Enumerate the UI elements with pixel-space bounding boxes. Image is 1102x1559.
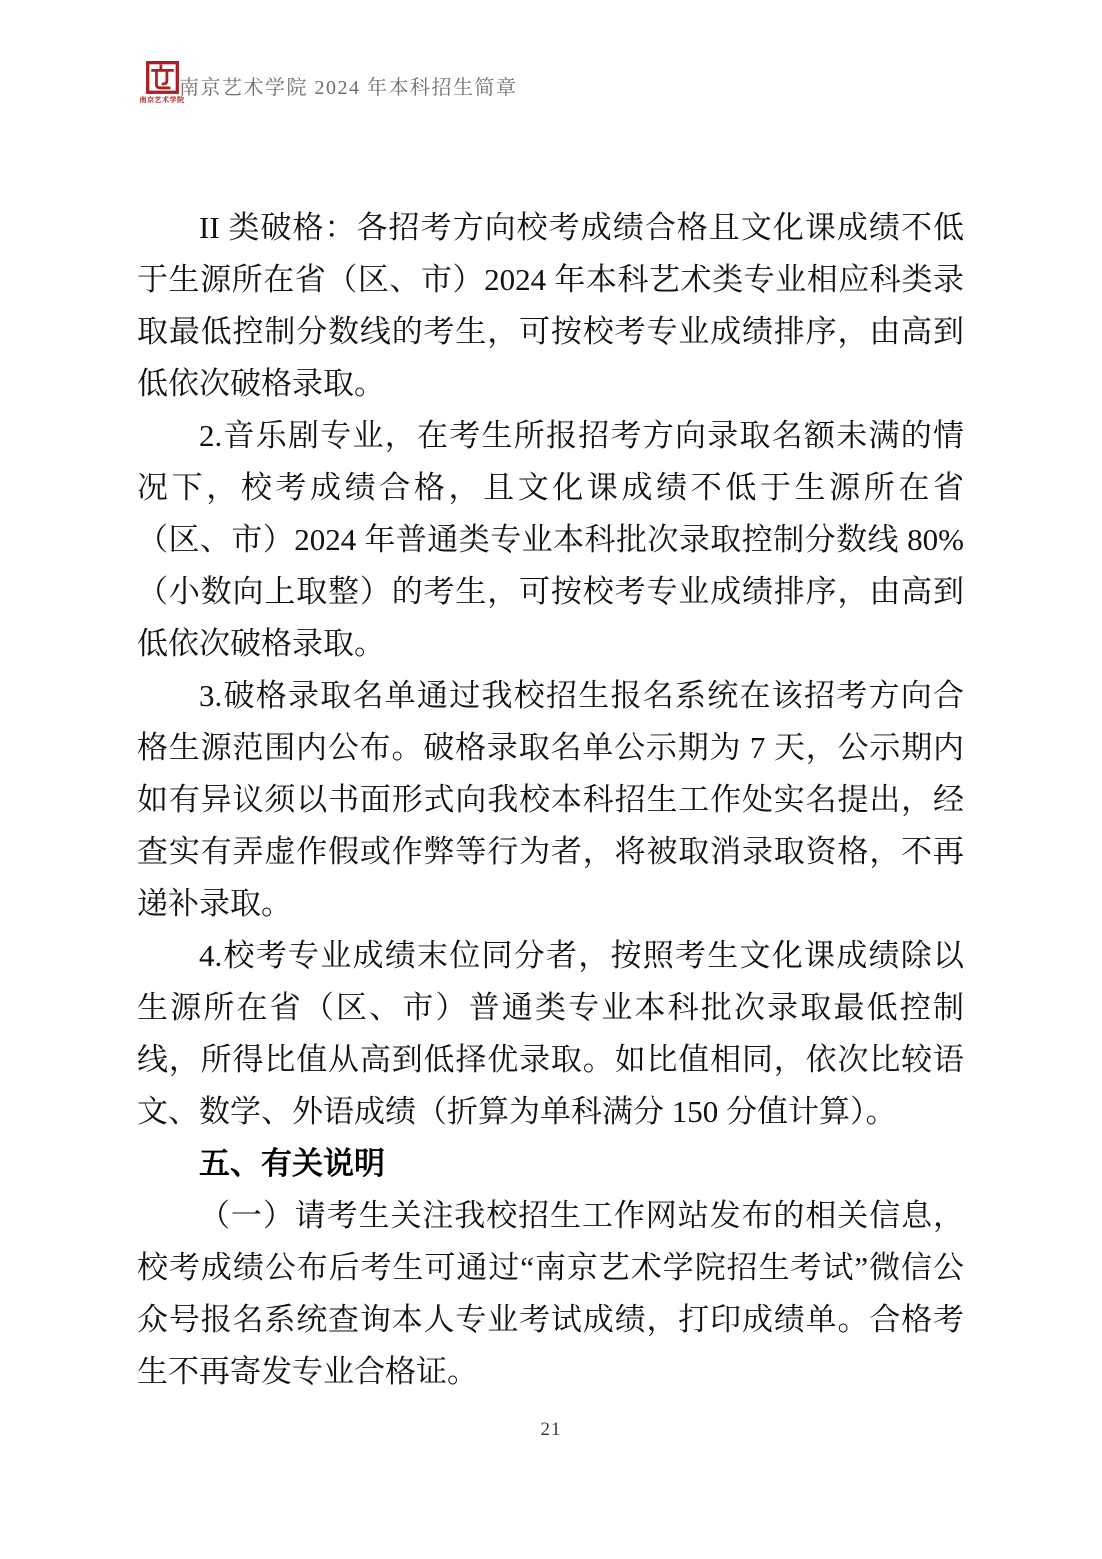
seal-caption: 南京艺术学院 [139,96,185,104]
page-number: 21 [540,1419,562,1440]
document-body [137,202,964,1398]
paragraph-exception-type-2: II 类破格：各招考方向校考成绩合格且文化课成绩不低于生源所在省（区、市）2024 年本科艺术类专业相应科类录取最低控制分数线的考生，可按校考专业成绩排序，由高到低依次破格录取。 [137,210,964,401]
page-header-title: 南京艺术学院 2024 年本科招生简章 [179,77,518,99]
paragraph-musical-theatre: 2.音乐剧专业，在考生所报招考方向录取名额未满的情况下，校考成绩合格，且文化课成绩不低于生源所在省（区、市）2024 年普通类专业本科批次录取控制分数线 80%（小数向上取整）的考生，可按校考专业成绩排序，由高到低依次破格录取。 [137,418,964,661]
seal-icon [146,61,179,95]
section-heading-notes: 五、有关说明 [199,1146,385,1181]
paragraph-tiebreaker-rule: 4.校考专业成绩末位同分者，按照考生文化课成绩除以生源所在省（区、市）普通类专业本科批次录取最低控制线，所得比值从高到低择优录取。如比值相同，依次比较语文、数学、外语成绩（折算为单科满分 150 分值计算）。 [137,938,964,1129]
paragraph-notes-item-1: （一）请考生关注我校招生工作网站发布的相关信息，校考成绩公布后考生可通过“南京艺术学院招生考试”微信公众号报名系统查询本人专业考试成绩，打印成绩单。合格考生不再寄发专业合格证。 [137,1198,964,1389]
paragraph-exception-list-publicity: 3.破格录取名单通过我校招生报名系统在该招考方向合格生源范围内公布。破格录取名单公示期为 7 天，公示期内如有异议须以书面形式向我校本科招生工作处实名提出，经查实有弄虚作假或作弊等行为者，将被取消录取资格，不再递补录取。 [137,678,964,921]
